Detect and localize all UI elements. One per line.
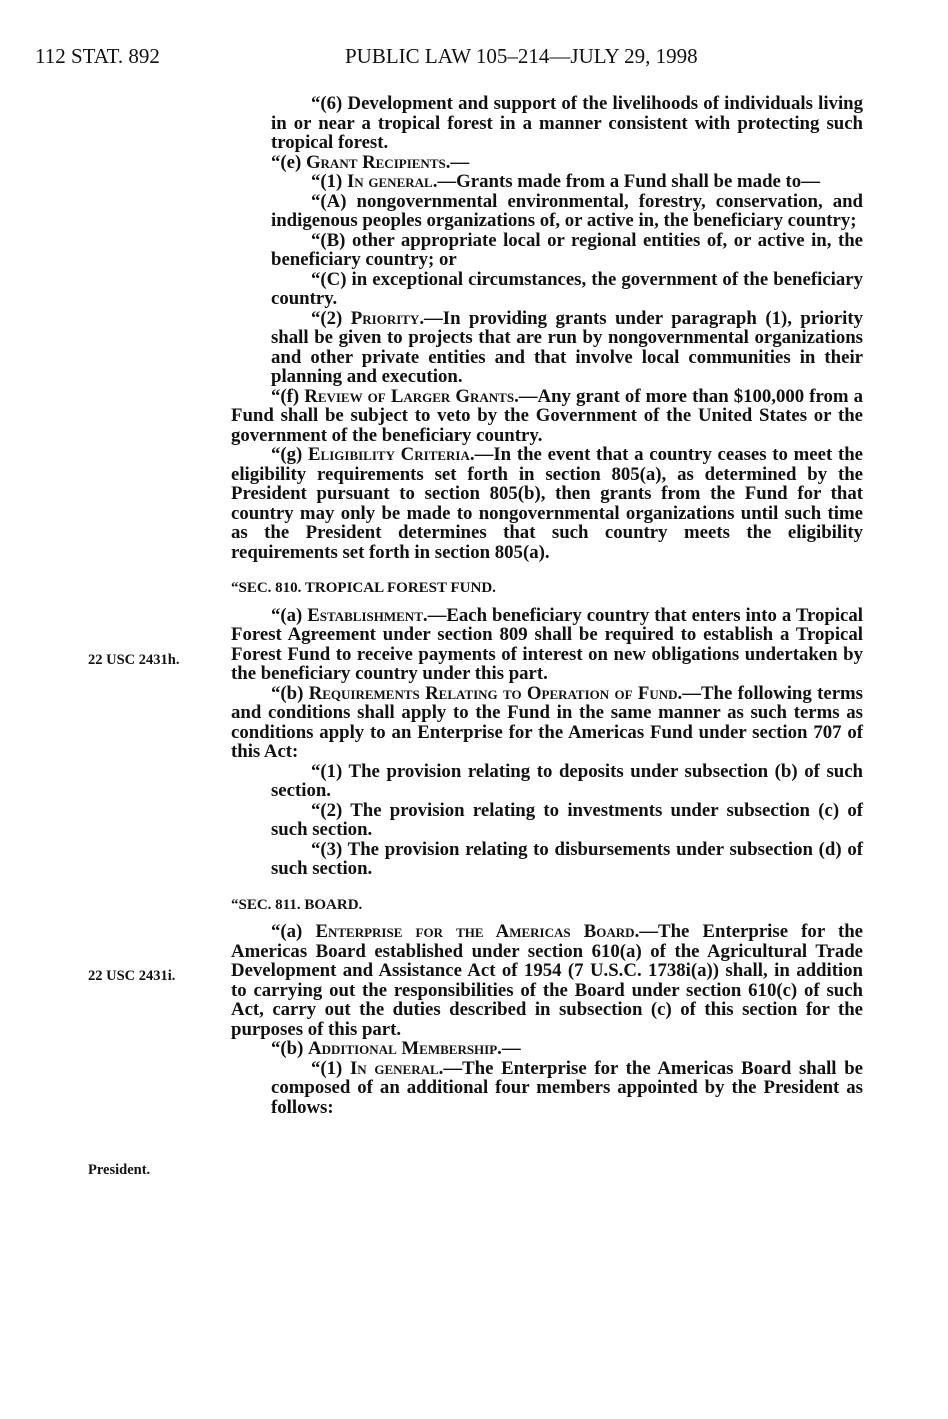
section-811-b: “(b) Additional Membership.— [271,1038,521,1059]
margin-note-usc-2431i: 22 USC 2431i. [88,968,176,984]
subparagraph-e-b: “(B) other appropriate local or regional entities of, or active in, the beneficiary country; or [271,229,863,270]
section-810-a: “(a) Establishment.—Each beneficiary country that enters into a Tropical Forest Agreement under section 809 shall be required to establish a Tropical Forest Fund to receive payments of interest on new obligations undertaken by the beneficiary country under this part. [231,604,863,684]
subparagraph-e-a: “(A) nongovernmental environmental, forestry, conservation, and indigenous peoples organizations of, or active in, the beneficiary country; [271,190,863,231]
statute-body [231,94,863,1117]
running-title: PUBLIC LAW 105–214—JULY 29, 1998 [345,44,698,68]
paragraph-6: “(6) Development and support of the livelihoods of individuals living in or near a tropical forest in a manner consistent with protecting such tropical forest. [271,93,863,153]
margin-note-president: President. [88,1162,151,1178]
section-810-b-3: “(3) The provision relating to disbursements under subsection (d) of such section. [271,838,863,879]
subsection-f: “(f) Review of Larger Grants.—Any grant of more than $100,000 from a Fund shall be subject to veto by the Government of the United States or the government of the beneficiary country. [231,385,864,446]
section-811-heading: “SEC. 811. BOARD. [231,896,363,913]
subsection-e-1: “(1) In general.—Grants made from a Fund shall be made to— [311,171,820,192]
section-810-b-1: “(1) The provision relating to deposits under subsection (b) of such section. [271,760,863,801]
subsection-g: “(g) Eligibility Criteria.—In the event that a country ceases to meet the eligibility requirements set forth in section 805(a), as determined by the President pursuant to section 805(b), then grants from the Fund for that country may only be made to nongovernmental organizations until such time as the President determines that such country meets the eligibility requirements set forth in section 805(a). [231,444,863,563]
section-811-b-1: “(1) In general.—The Enterprise for the Americas Board shall be composed of an additional four members appointed by the President as follows: [271,1057,863,1118]
subsection-e-2: “(2) Priority.—In providing grants under paragraph (1), priority shall be given to projects that are run by nongovernmental organizations and other private entities and that involve local communities in their planning and execution. [271,307,863,387]
margin-note-usc-2431h: 22 USC 2431h. [88,652,180,668]
subparagraph-e-c: “(C) in exceptional circumstances, the government of the beneficiary country. [271,268,863,309]
section-811-a: “(a) Enterprise for the Americas Board.—The Enterprise for the Americas Board established under section 610(a) of the Agricultural Trade Development and Assistance Act of 1954 (7 U.S.C. 1738i(a)) shall, in addition to carrying out the responsibilities of the Board under section 610(c) of such Act, carry out the duties described in subsection (c) of this section for the purposes of this part. [231,921,863,1040]
subsection-e-heading: “(e) Grant Recipients.— [271,151,470,173]
statute-page-number: 112 STAT. 892 [35,44,160,68]
section-810-heading: “SEC. 810. TROPICAL FOREST FUND. [231,580,496,596]
page-header [0,44,948,76]
section-810-b: “(b) Requirements Relating to Operation of Fund.—The following terms and conditions shall apply to the Fund in the same manner as such terms as conditions apply to an Enterprise for the Americas Fund under section 707 of this Act: [231,682,863,762]
section-810-b-2: “(2) The provision relating to investments under subsection (c) of such section. [271,799,863,840]
